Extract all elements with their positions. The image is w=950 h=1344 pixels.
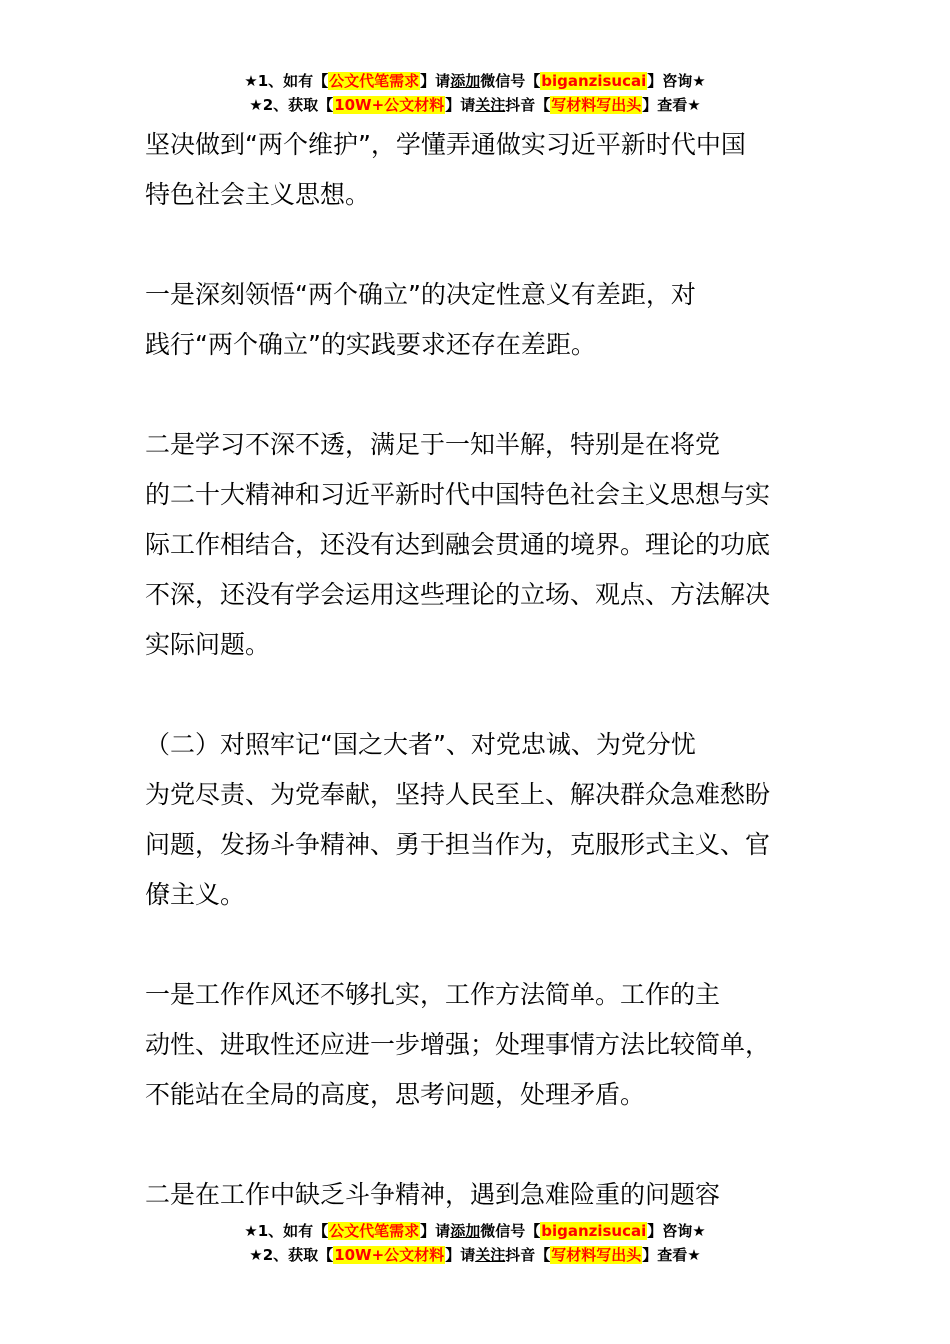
paragraph-gap bbox=[145, 920, 815, 970]
text-line: 践行“两个确立”的实践要求还存在差距。 bbox=[145, 330, 596, 359]
promo-underline: 添加 bbox=[450, 1222, 481, 1240]
document-body bbox=[145, 120, 815, 1220]
promo-text: 】请 bbox=[445, 96, 476, 114]
text-line: 的二十大精神和习近平新时代中国特色社会主义思想与实 bbox=[145, 480, 771, 509]
body-paragraph bbox=[145, 970, 815, 1120]
promo-text: 】请 bbox=[420, 1222, 451, 1240]
promo-highlight: 公文代笔需求 bbox=[329, 1222, 420, 1240]
text-line: 不深，还没有学会运用这些理论的立场、观点、方法解决 bbox=[145, 580, 771, 609]
promo-banner-bottom bbox=[0, 1219, 950, 1267]
body-paragraph bbox=[145, 270, 815, 370]
promo-banner-top bbox=[0, 69, 950, 117]
text-line: 为党尽责、为党奉献，坚持人民至上、解决群众急难愁盼 bbox=[145, 780, 771, 809]
text-line: 僚主义。 bbox=[145, 880, 246, 909]
promo-line-2 bbox=[0, 1243, 950, 1267]
paragraph-gap bbox=[145, 1120, 815, 1170]
text-line: 际工作相结合，还没有达到融会贯通的境界。理论的功底 bbox=[145, 530, 771, 559]
body-paragraph bbox=[145, 120, 815, 220]
promo-underline: 关注 bbox=[475, 1246, 506, 1264]
paragraph-gap bbox=[145, 670, 815, 720]
body-paragraph bbox=[145, 420, 815, 670]
body-paragraph bbox=[145, 720, 815, 920]
promo-line-2 bbox=[0, 93, 950, 117]
text-line: 动性、进取性还应进一步增强；处理事情方法比较简单， bbox=[145, 1030, 771, 1059]
body-paragraph bbox=[145, 1170, 815, 1220]
promo-underline: 添加 bbox=[450, 72, 481, 90]
promo-text: 】请 bbox=[420, 72, 451, 90]
text-line: 不能站在全局的高度，思考问题，处理矛盾。 bbox=[145, 1080, 646, 1109]
promo-highlight: 公文代笔需求 bbox=[329, 72, 420, 90]
paragraph-gap bbox=[145, 370, 815, 420]
promo-text: 抖音【 bbox=[505, 1246, 551, 1264]
promo-douyin-id: 写材料写出头 bbox=[551, 1246, 642, 1264]
text-line: 实际问题。 bbox=[145, 630, 271, 659]
text-line: 二是在工作中缺乏斗争精神，遇到急难险重的问题容 bbox=[145, 1180, 721, 1209]
promo-text: 抖音【 bbox=[505, 96, 551, 114]
promo-text: 】咨询★ bbox=[647, 1222, 706, 1240]
promo-text: ★1、如有【 bbox=[244, 72, 329, 90]
promo-douyin-id: 写材料写出头 bbox=[551, 96, 642, 114]
promo-text: ★1、如有【 bbox=[244, 1222, 329, 1240]
promo-highlight: 10W+公文材料 bbox=[334, 96, 445, 114]
promo-wechat-id: biganzisucai bbox=[541, 72, 647, 90]
promo-text: 】查看★ bbox=[642, 1246, 701, 1264]
promo-highlight: 10W+公文材料 bbox=[334, 1246, 445, 1264]
promo-line-1 bbox=[0, 1219, 950, 1243]
promo-text: 】请 bbox=[445, 1246, 476, 1264]
text-line: 问题，发扬斗争精神、勇于担当作为，克服形式主义、官 bbox=[145, 830, 771, 859]
promo-wechat-id: biganzisucai bbox=[541, 1222, 647, 1240]
promo-line-1 bbox=[0, 69, 950, 93]
promo-text: 】咨询★ bbox=[647, 72, 706, 90]
paragraph-gap bbox=[145, 220, 815, 270]
text-line: 一是工作作风还不够扎实，工作方法简单。工作的主 bbox=[145, 980, 721, 1009]
promo-text: 微信号【 bbox=[480, 1222, 541, 1240]
promo-text: ★2、获取【 bbox=[249, 96, 334, 114]
text-line: 一是深刻领悟“两个确立”的决定性意义有差距，对 bbox=[145, 280, 696, 309]
promo-text: 】查看★ bbox=[642, 96, 701, 114]
promo-text: ★2、获取【 bbox=[249, 1246, 334, 1264]
text-line: （二）对照牢记“国之大者”、对党忠诚、为党分忧 bbox=[145, 730, 696, 759]
promo-text: 微信号【 bbox=[480, 72, 541, 90]
text-line: 二是学习不深不透，满足于一知半解，特别是在将党 bbox=[145, 430, 721, 459]
promo-underline: 关注 bbox=[475, 96, 506, 114]
text-line: 坚决做到“两个维护”，学懂弄通做实习近平新时代中国 bbox=[145, 130, 746, 159]
text-line: 特色社会主义思想。 bbox=[145, 180, 371, 209]
